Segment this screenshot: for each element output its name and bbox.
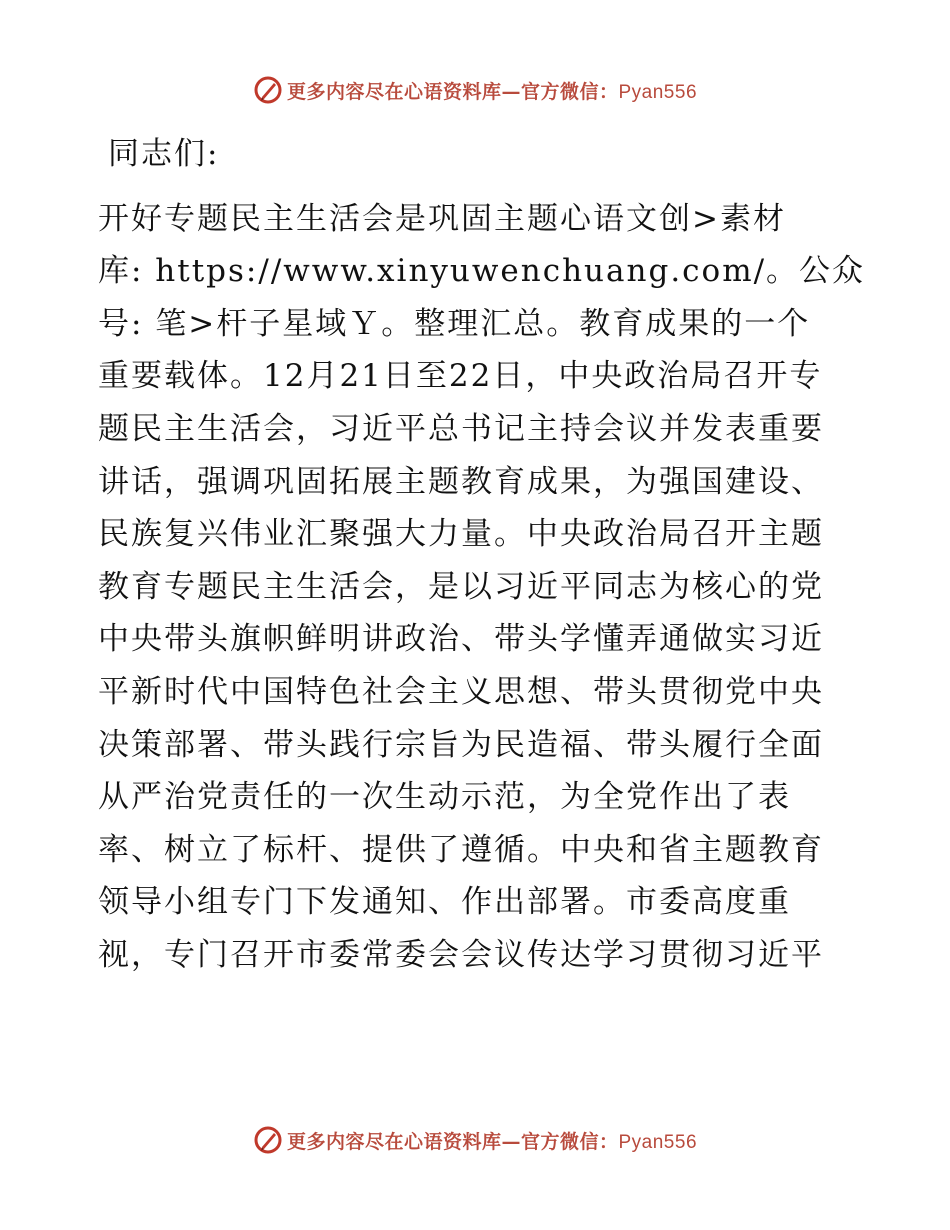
body-line: 重要载体。12月21日至22日，中央政治局召开专: [98, 358, 823, 395]
body-line: 从严治党责任的一次生动示范，为全党作出了表: [98, 779, 791, 816]
body-line: 讲话，强调巩固拓展主题教育成果，为强国建设、: [98, 463, 824, 500]
footer-banner-text: 更多内容尽在心语资料库—官方微信：: [286, 1130, 619, 1153]
body-line: 号: 笔>杆子星域Ｙ。整理汇总。教育成果的一个: [98, 305, 811, 342]
pen-logo-icon: [253, 75, 283, 105]
body-line: 库: https://www.xinyuwenchuang.com/。公众: [98, 253, 866, 290]
header-banner: [0, 70, 950, 110]
body-line: 教育专题民主生活会，是以习近平同志为核心的党: [98, 568, 824, 605]
document-body: [98, 128, 866, 982]
body-line: 领导小组专门下发通知、作出部署。市委高度重: [98, 884, 791, 921]
pen-logo-icon: [253, 1125, 283, 1155]
footer-banner: [0, 1120, 950, 1160]
footer-wechat-id: Pyan556: [618, 1131, 698, 1153]
body-line: 决策部署、带头践行宗旨为民造福、带头履行全面: [98, 726, 824, 763]
body-line: 视，专门召开市委常委会会议传达学习贯彻习近平: [98, 936, 824, 973]
body-line: 开好专题民主生活会是巩固主题心语文创>素材: [98, 200, 786, 237]
body-line: 中央带头旗帜鲜明讲政治、带头学懂弄通做实习近: [98, 621, 824, 658]
header-wechat-id: Pyan556: [618, 81, 698, 103]
header-banner-text: 更多内容尽在心语资料库—官方微信：: [286, 80, 619, 103]
body-line: 题民主生活会，习近平总书记主持会议并发表重要: [98, 410, 824, 447]
body-line: 平新时代中国特色社会主义思想、带头贯彻党中央: [98, 673, 824, 710]
body-line: 率、树立了标杆、提供了遵循。中央和省主题教育: [98, 831, 824, 868]
body-line: 民族复兴伟业汇聚强大力量。中央政治局召开主题: [98, 516, 824, 553]
greeting: 同志们:: [108, 136, 220, 172]
